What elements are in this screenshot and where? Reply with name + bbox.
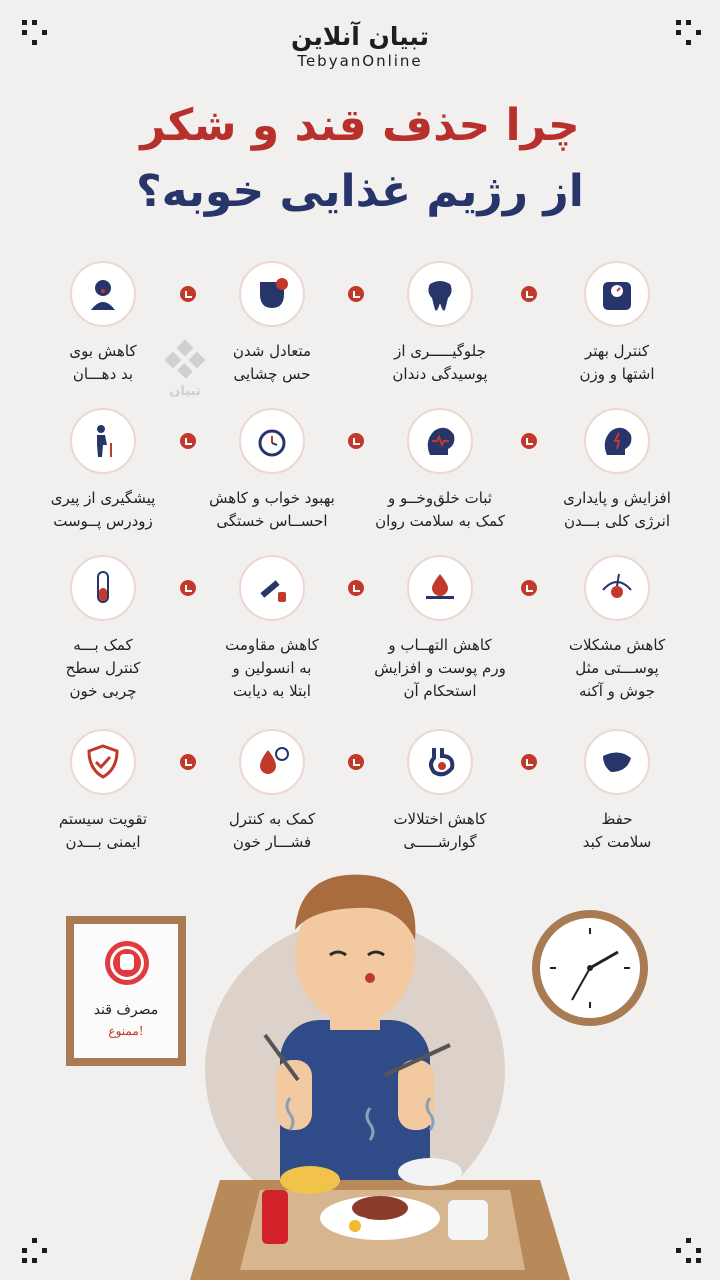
benefit-label xyxy=(13,340,193,386)
watermark-text: تبیان xyxy=(169,384,201,399)
benefit-label xyxy=(182,808,362,854)
benefit-label xyxy=(350,634,530,703)
sign-text-line1: مصرف قند xyxy=(93,1002,159,1018)
benefit-label-line: حفظ xyxy=(601,810,633,828)
flow-arrow-icon xyxy=(180,433,196,449)
benefit-label-line: کاهش بوی xyxy=(69,342,137,360)
page-title-line2: از رژیم غذایی خوبه؟ xyxy=(136,166,584,217)
alarm-clock-icon xyxy=(239,408,305,474)
flow-arrow-icon xyxy=(521,286,537,302)
flow-arrow-icon xyxy=(348,580,364,596)
benefit-label-line: انرژی کلی بـــدن xyxy=(564,512,670,530)
page-title-line1: چرا حذف قند و شکر xyxy=(140,100,580,151)
blood-test-tube-icon xyxy=(70,555,136,621)
benefit-label-line: پوسیدگی دندان xyxy=(392,365,488,383)
brain-heartbeat-icon xyxy=(407,408,473,474)
benefit-label-line: زودرس پــوست xyxy=(53,512,153,530)
benefit-label-line: کنترل بهتر xyxy=(584,342,650,360)
benefit-label xyxy=(527,487,707,533)
benefit-label-line: کنترل سطح xyxy=(65,659,141,677)
flow-arrow-icon xyxy=(521,580,537,596)
tongue-taste-icon xyxy=(239,261,305,327)
benefit-label-line: فشـــار خون xyxy=(232,833,312,851)
benefit-label-line: حس چشایی xyxy=(233,365,311,383)
benefit-label xyxy=(182,487,362,533)
benefit-label xyxy=(13,487,193,533)
flow-arrow-icon xyxy=(180,580,196,596)
flow-arrow-icon xyxy=(180,286,196,302)
no-sugar-sign xyxy=(66,916,186,1066)
skin-drop-icon xyxy=(407,555,473,621)
benefit-label-line: جلوگیـــــری از xyxy=(394,342,486,360)
benefit-label-line: ابتلا به دیابت xyxy=(233,682,311,700)
benefit-label-line: سلامت کبد xyxy=(582,833,652,851)
elderly-person-icon xyxy=(70,408,136,474)
benefit-label-line: اشتها و وزن xyxy=(579,365,655,383)
benefit-label xyxy=(350,808,530,854)
man-eating-illustration xyxy=(180,860,580,1280)
brand-name-en: TebyanOnline xyxy=(297,52,423,70)
benefit-label-line: کاهش مشکلات xyxy=(568,636,666,654)
sign-text-line2: ممنوع! xyxy=(108,1024,144,1038)
benefit-label xyxy=(527,634,707,703)
benefit-label-line: کاهش مقاومت xyxy=(225,636,319,654)
corner-pattern xyxy=(676,1238,702,1264)
benefit-label-line: جوش و آکنه xyxy=(579,682,655,700)
benefit-label-line: بد دهـــان xyxy=(72,365,134,383)
benefit-label-line: احســاس خستگی xyxy=(216,512,328,530)
benefit-label xyxy=(527,808,707,854)
benefit-label-line: ورم پوست و افزایش xyxy=(374,659,506,677)
benefit-label-line: کمک به سلامت روان xyxy=(375,512,505,530)
benefit-label xyxy=(182,340,362,386)
benefit-label-line: گوارشـــــی xyxy=(403,833,477,851)
stomach-icon xyxy=(407,729,473,795)
stop-hand-icon xyxy=(104,940,150,986)
scale-icon xyxy=(584,261,650,327)
brand-name-fa: تبیان آنلاین xyxy=(290,22,430,51)
liver-icon xyxy=(584,729,650,795)
blood-pressure-icon xyxy=(239,729,305,795)
brand-logo xyxy=(0,22,720,70)
benefit-label-line: استحکام آن xyxy=(403,682,477,700)
skin-hair-icon xyxy=(584,555,650,621)
benefit-label-line: کاهش التهــاب و xyxy=(388,636,492,654)
benefit-label-line: به انسولین و xyxy=(232,659,312,677)
benefit-label xyxy=(350,487,530,533)
benefit-label-line: پیشگیری از پیری xyxy=(50,489,156,507)
brain-energy-icon xyxy=(584,408,650,474)
benefit-label-line: ایمنی بـــدن xyxy=(65,833,141,851)
flow-arrow-icon xyxy=(348,754,364,770)
benefit-label xyxy=(13,634,193,703)
benefit-label-line: چربی خون xyxy=(69,682,137,700)
benefit-label-line: ثبات خلق‌وخــو و xyxy=(388,489,492,507)
benefit-label xyxy=(182,634,362,703)
bad-breath-icon xyxy=(70,261,136,327)
benefit-label-line: پوســـتی مثل xyxy=(575,659,659,677)
flow-arrow-icon xyxy=(521,433,537,449)
flow-arrow-icon xyxy=(521,754,537,770)
benefit-label-line: بهبود خواب و کاهش xyxy=(209,489,335,507)
benefit-label-line: افزایش و پایداری xyxy=(563,489,671,507)
flow-arrow-icon xyxy=(180,754,196,770)
shield-check-icon xyxy=(70,729,136,795)
benefit-label xyxy=(13,808,193,854)
flow-arrow-icon xyxy=(348,433,364,449)
benefit-label-line: کاهش اختلالات xyxy=(393,810,487,828)
corner-pattern xyxy=(22,1238,48,1264)
tooth-icon xyxy=(407,261,473,327)
benefit-label-line: کمک بـــه xyxy=(73,636,133,654)
benefit-label xyxy=(527,340,707,386)
syringe-icon xyxy=(239,555,305,621)
benefit-label-line: متعادل شدن xyxy=(232,342,312,360)
benefit-label xyxy=(350,340,530,386)
benefit-label-line: کمک به کنترل xyxy=(228,810,316,828)
benefit-label-line: تقویت سیستم xyxy=(58,810,148,828)
flow-arrow-icon xyxy=(348,286,364,302)
